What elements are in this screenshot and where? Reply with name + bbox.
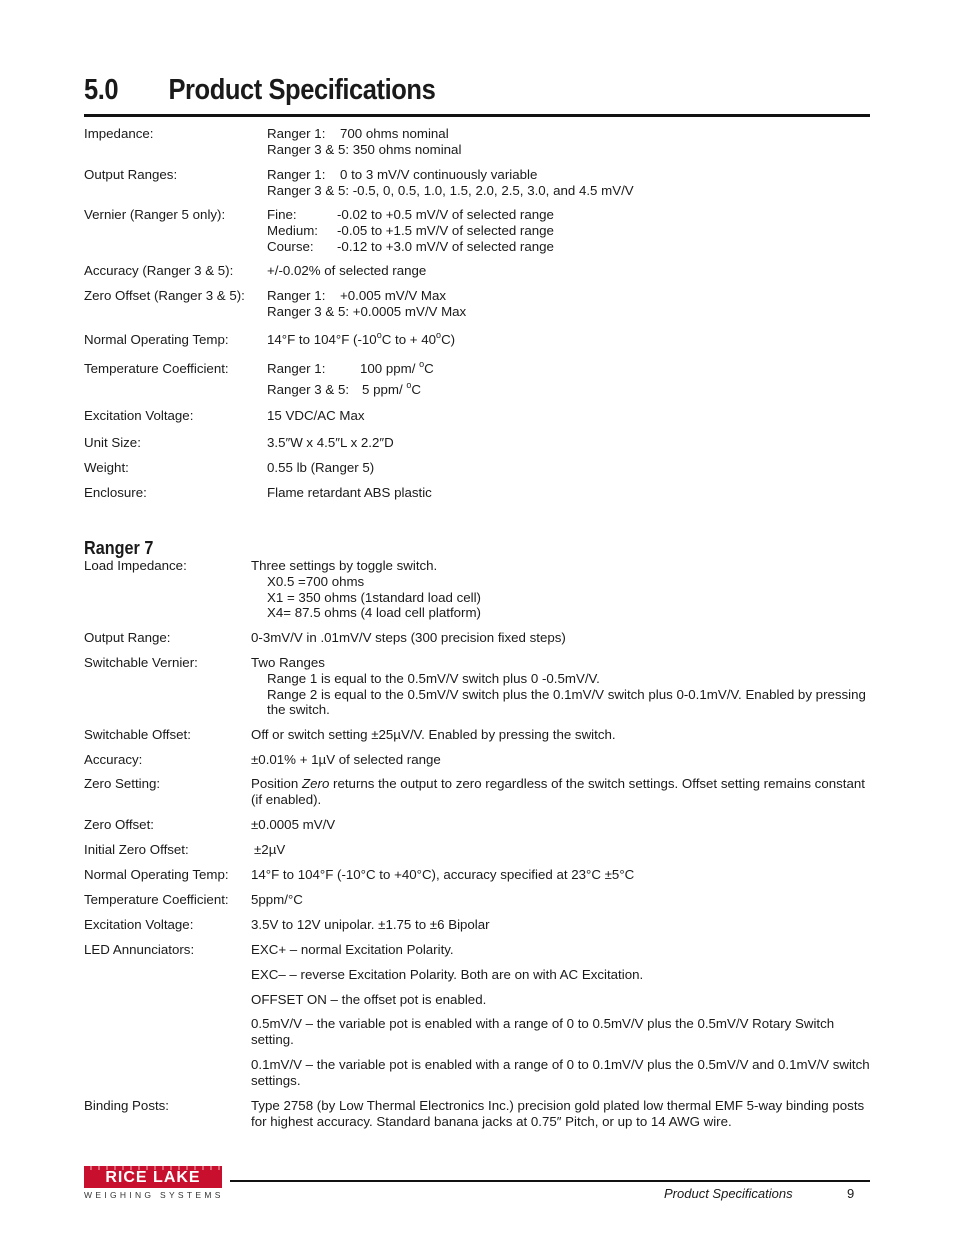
spec-label: Excitation Voltage: (84, 408, 194, 423)
spec-value: +/-0.02% of selected range (267, 263, 427, 278)
ranger7-heading: Ranger 7 (84, 538, 154, 558)
spec-output-range (84, 630, 870, 655)
spec-led-annunciators (84, 942, 870, 1098)
spec-switchable-offset (84, 727, 870, 752)
spec-value: ±0.0005 mV/V (251, 817, 336, 832)
spec-accuracy-r7 (84, 752, 870, 776)
spec-temp-coefficient-r7 (84, 892, 870, 917)
spec-label: Weight: (84, 460, 129, 475)
spec-list-ranger7 (84, 558, 870, 1130)
spec-value: 3.5″W x 4.5″L x 2.2″D (267, 435, 394, 450)
spec-value: Fine: -0.02 to +0.5 mV/V of selected range Medium: -0.05 to +1.5 mV/V of selected range Course: -0.12 to +3.0 mV/V of selected range (267, 207, 554, 254)
spec-label: LED Annunciators: (84, 942, 195, 957)
spec-label: Load Impedance: (84, 558, 187, 573)
spec-label: Accuracy (Ranger 3 & 5): (84, 263, 234, 278)
spec-list-general (84, 126, 870, 510)
spec-value: Ranger 1: 700 ohms nominal Ranger 3 & 5: 350 ohms nominal (267, 126, 462, 157)
section-title: Product Specifications (168, 74, 436, 106)
spec-label: Normal Operating Temp: (84, 332, 229, 347)
page-number: 9 (847, 1186, 855, 1201)
title-rule (84, 114, 870, 117)
spec-value: 3.5V to 12V unipolar. ±1.75 to ±6 Bipolar (251, 917, 490, 932)
spec-label: Vernier (Ranger 5 only): (84, 207, 226, 222)
footer-section-name: Product Specifications (664, 1186, 793, 1201)
page-title (84, 74, 435, 107)
spec-label: Switchable Vernier: (84, 655, 198, 670)
spec-label: Zero Offset: (84, 817, 154, 832)
spec-label: Enclosure: (84, 485, 147, 500)
spec-operating-temp-r7 (84, 867, 870, 892)
spec-value: Off or switch setting ±25µV/V. Enabled by pressing the switch. (251, 727, 616, 742)
spec-value: Ranger 1: 0 to 3 mV/V continuously variable Ranger 3 & 5: -0.5, 0, 0.5, 1.0, 1.5, 2.0, 2.5, 3.0, and 4.5 mV/V (267, 167, 634, 198)
spec-enclosure (84, 485, 870, 510)
spec-operating-temp (84, 330, 870, 361)
spec-value: 0.55 lb (Ranger 5) (267, 460, 375, 475)
logo-subtitle: WEIGHING SYSTEMS (84, 1190, 224, 1200)
spec-value: 15 VDC/AC Max (267, 408, 365, 423)
spec-label: Zero Setting: (84, 776, 161, 791)
spec-binding-posts (84, 1098, 870, 1130)
spec-label: Impedance: (84, 126, 154, 141)
spec-accuracy (84, 263, 870, 288)
spec-temp-coefficient (84, 361, 870, 408)
spec-label: Binding Posts: (84, 1098, 170, 1113)
spec-value: Ranger 1: +0.005 mV/V Max Ranger 3 & 5: +0.0005 mV/V Max (267, 288, 467, 319)
spec-label: Output Range: (84, 630, 171, 645)
spec-label: Unit Size: (84, 435, 141, 450)
spec-vernier (84, 207, 870, 263)
spec-label: Temperature Coefficient: (84, 892, 229, 907)
spec-value: 5ppm/°C (251, 892, 303, 907)
spec-label: Initial Zero Offset: (84, 842, 189, 857)
spec-load-impedance (84, 558, 870, 630)
logo-wordmark: RICE LAKE (84, 1166, 222, 1188)
spec-zero-offset (84, 288, 870, 330)
spec-label: Switchable Offset: (84, 727, 191, 742)
spec-label: Normal Operating Temp: (84, 867, 229, 882)
spec-label: Accuracy: (84, 752, 143, 767)
spec-value: Two Ranges Range 1 is equal to the 0.5mV/V switch plus 0 -0.5mV/V. Range 2 is equal to the 0.5mV/V switch plus the 0.1mV/V switch plus 0-0.1mV/V. Enabled by pressing the switch. (251, 655, 866, 718)
spec-weight (84, 460, 870, 485)
spec-zero-setting (84, 776, 870, 817)
rice-lake-logo (84, 1166, 222, 1200)
spec-value: Ranger 1: 100 ppm/ $^o$C Ranger 3 & 5: 5 ppm/ $^o$C (267, 359, 434, 397)
spec-value: ±2µV (254, 842, 286, 857)
spec-excitation-r7 (84, 917, 870, 942)
spec-value: 14°F to 104°F (-10°C to +40°C), accuracy specified at 23°C ±5°C (251, 867, 635, 882)
spec-value: 0-3mV/V in .01mV/V steps (300 precision fixed steps) (251, 630, 566, 645)
spec-excitation (84, 408, 870, 435)
spec-value: Flame retardant ABS plastic (267, 485, 432, 500)
spec-unit-size (84, 435, 870, 460)
spec-label: Zero Offset (Ranger 3 & 5): (84, 288, 245, 303)
spec-value: 14°F to 104°F (-10$^o$C to + $40^oC$) (267, 330, 456, 347)
spec-switchable-vernier (84, 655, 870, 727)
section-number: 5.0 (84, 74, 119, 106)
footer-rule (230, 1180, 870, 1182)
spec-label: Excitation Voltage: (84, 917, 194, 932)
spec-value: EXC+ – normal Excitation Polarity. EXC– – reverse Excitation Polarity. Both are on with AC Excitation. OFFSET ON – the offset pot is enabled. 0.5mV/V – the variable pot is enabled with a range of 0 to 0.5mV/V plus the 0.5mV/V Rotary Switch setting. 0.1mV/V – the variable pot is enabled with a range of 0 to 0.1mV/V plus the 0.5mV/V and 0.1mV/V switch settings. (251, 942, 870, 1088)
spec-label: Temperature Coefficient: (84, 361, 229, 376)
spec-value: ±0.01% + 1µV of selected range (251, 752, 441, 767)
spec-label: Output Ranges: (84, 167, 178, 182)
spec-output-ranges (84, 167, 870, 207)
spec-impedance (84, 126, 870, 167)
spec-initial-zero-offset (84, 842, 870, 867)
spec-value: Position Zero returns the output to zero regardless of the switch settings. Offset setting remains constant (if enabled). (251, 776, 865, 807)
spec-value: Type 2758 (by Low Thermal Electronics Inc.) precision gold plated low thermal EMF 5-way binding posts for highest accuracy. Standard banana jacks at 0.75″ Pitch, or up to 14 AWG wire. (251, 1098, 865, 1129)
spec-zero-offset-r7 (84, 817, 870, 842)
spec-value: Three settings by toggle switch. X0.5 =700 ohms X1 = 350 ohms (1standard load cell) X4= 87.5 ohms (4 load cell platform) (251, 558, 481, 621)
